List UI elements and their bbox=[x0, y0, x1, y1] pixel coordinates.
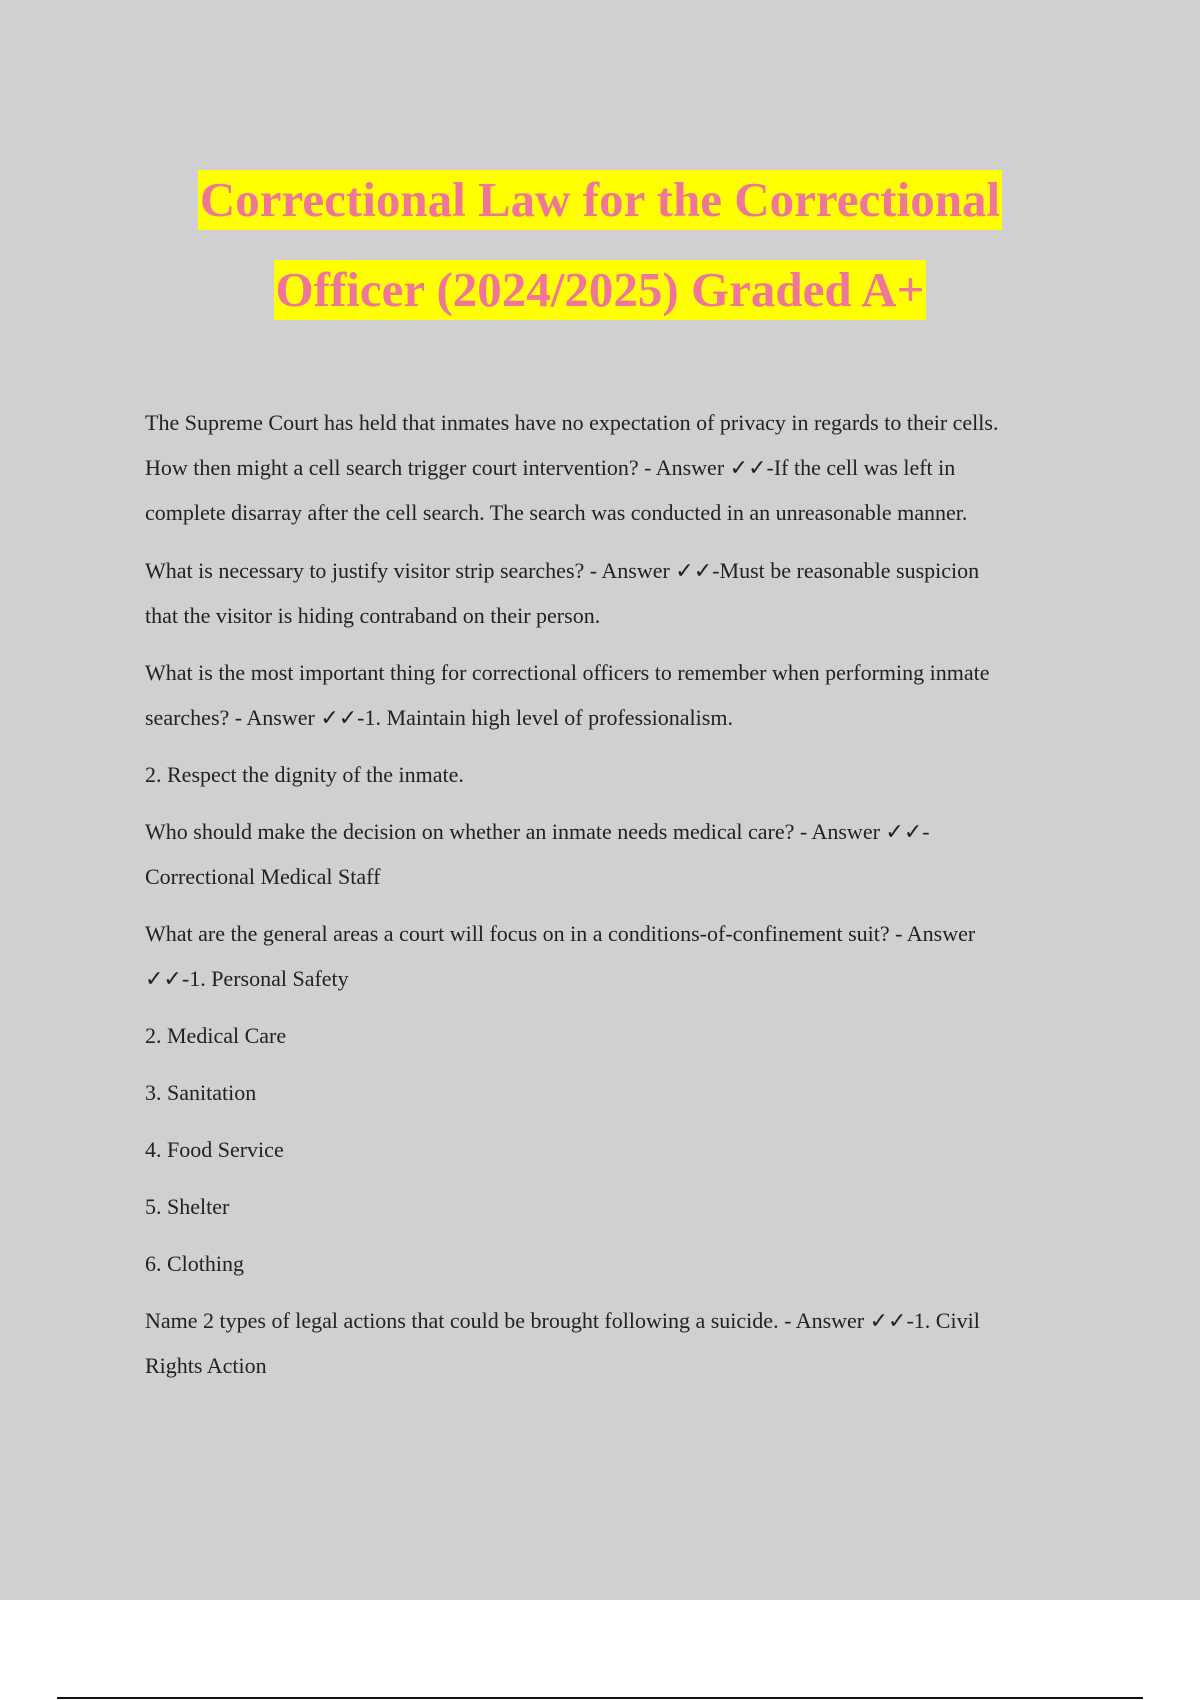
title-line-2: Officer (2024/2025) Graded A+ bbox=[274, 260, 927, 320]
answer-list-item: 3. Sanitation bbox=[145, 1080, 257, 1105]
answer-list-item: 2. Respect the dignity of the inmate. bbox=[145, 762, 464, 787]
footer-divider bbox=[57, 1697, 1143, 1699]
answer-list-item: 4. Food Service bbox=[145, 1137, 284, 1162]
answer-list-item: 6. Clothing bbox=[145, 1251, 245, 1276]
question-paragraph: Name 2 types of legal actions that could be brought following a suicide. - Answer ✓✓-1. Civil Rights Action bbox=[145, 1308, 980, 1378]
question-paragraph: The Supreme Court has held that inmates have no expectation of privacy in regards to their cells. How then might a cell search trigger court intervention? - Answer ✓✓-If the cell was left in complete disarray after the cell search. The search was conducted in an unreasonable manner. bbox=[145, 410, 999, 525]
answer-list-item: 2. Medical Care bbox=[145, 1023, 287, 1048]
document-body bbox=[145, 400, 1095, 1388]
question-paragraph: What is the most important thing for correctional officers to remember when performing inmate searches? - Answer ✓✓-1. Maintain high level of professionalism. bbox=[145, 660, 990, 730]
answer-list-item: 5. Shelter bbox=[145, 1194, 230, 1219]
question-paragraph: Who should make the decision on whether an inmate needs medical care? - Answer ✓✓- Correctional Medical Staff bbox=[145, 819, 930, 889]
question-paragraph: What is necessary to justify visitor strip searches? - Answer ✓✓-Must be reasonable suspicion that the visitor is hiding contraband on their person. bbox=[145, 558, 980, 628]
question-paragraph: What are the general areas a court will focus on in a conditions-of-confinement suit? - Answer ✓✓-1. Personal Safety bbox=[145, 921, 976, 991]
title-line-1: Correctional Law for the Correctional bbox=[198, 170, 1002, 230]
document-title bbox=[0, 170, 1200, 320]
